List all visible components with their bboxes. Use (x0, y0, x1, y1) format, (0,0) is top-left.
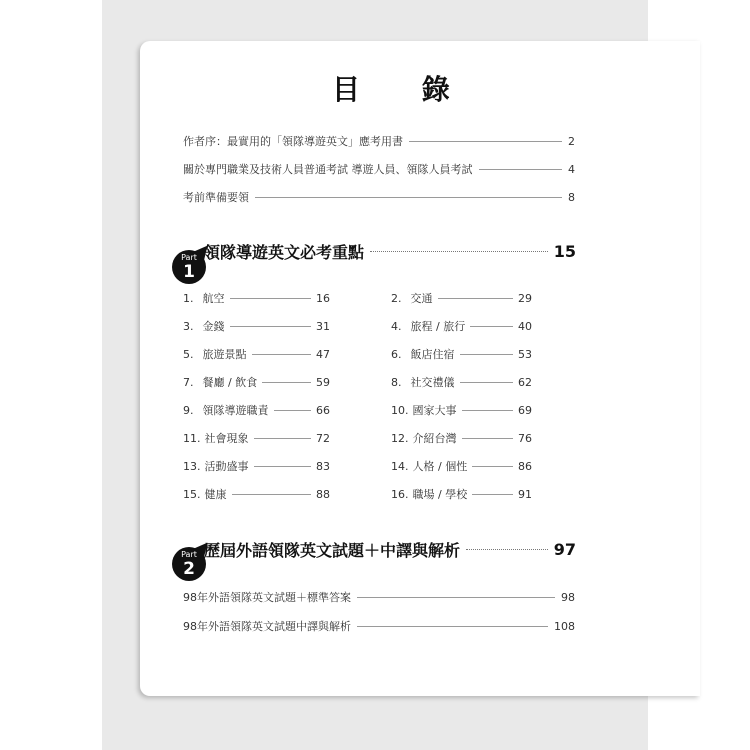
item-number: 1. (183, 291, 194, 305)
toc-item[interactable] (391, 430, 532, 446)
item-label: 航空 (202, 292, 225, 305)
item-page: 69 (518, 403, 532, 417)
leader-line (438, 298, 514, 299)
item-number: 14. (391, 459, 409, 473)
part-word: Part (181, 253, 197, 262)
leader-line (460, 382, 514, 383)
item-label: 旅程 / 旅行 (410, 320, 466, 333)
part-number: 2 (183, 559, 195, 579)
toc-item[interactable] (391, 458, 532, 474)
item-page: 76 (518, 431, 532, 445)
item-number: 9. (183, 403, 194, 417)
leader-line (472, 494, 513, 495)
item-number: 13. (183, 459, 201, 473)
item-number: 10. (391, 403, 409, 417)
item-number: 6. (391, 347, 402, 361)
leader-line (255, 197, 562, 198)
toc-item[interactable] (183, 402, 330, 418)
toc-item[interactable] (391, 374, 532, 390)
item-number: 16. (391, 487, 409, 501)
item-page: 29 (518, 291, 532, 305)
part-number: 1 (183, 262, 195, 282)
leader-line (479, 169, 563, 170)
toc-item[interactable] (183, 486, 330, 502)
toc-item[interactable] (391, 346, 532, 362)
leader-line (409, 141, 562, 142)
toc-entry-label: 98年外語領隊英文試題中譯與解析 (183, 620, 351, 633)
toc-entry-exam-prep[interactable] (183, 189, 575, 205)
leader-line (470, 326, 513, 327)
item-label: 交通 (410, 292, 433, 305)
part-2-heading[interactable] (204, 538, 576, 560)
item-number: 8. (391, 375, 402, 389)
item-page: 66 (316, 403, 330, 417)
item-number: 4. (391, 319, 402, 333)
item-label: 活動盛事 (204, 460, 249, 473)
toc-item[interactable] (391, 290, 532, 306)
toc-entry-preface[interactable] (183, 133, 575, 149)
toc-entry-label: 98年外語領隊英文試題＋標準答案 (183, 591, 351, 604)
toc-entry-label: 關於專門職業及技術人員普通考試 導遊人員、領隊人員考試 (183, 163, 473, 176)
leader-line (230, 326, 312, 327)
leader-line (370, 251, 548, 252)
part-1-badge (172, 250, 206, 284)
item-label: 職場 / 學校 (412, 488, 468, 501)
item-number: 12. (391, 431, 409, 445)
item-label: 餐廳 / 飲食 (202, 376, 258, 389)
item-label: 領隊導遊職責 (202, 404, 269, 417)
toc-entry-page: 8 (568, 190, 575, 204)
item-number: 15. (183, 487, 201, 501)
item-page: 72 (316, 431, 330, 445)
item-page: 86 (518, 459, 532, 473)
item-label: 人格 / 個性 (412, 460, 468, 473)
leader-line (357, 597, 555, 598)
toc-item[interactable] (183, 318, 330, 334)
item-number: 5. (183, 347, 194, 361)
part-1-heading[interactable] (204, 240, 576, 262)
item-page: 62 (518, 375, 532, 389)
part-title: 領隊導遊英文必考重點 (204, 242, 365, 262)
toc-entry-98-exam[interactable] (183, 589, 575, 605)
leader-line (232, 494, 312, 495)
item-label: 社交禮儀 (410, 376, 455, 389)
toc-entry-label: 考前準備要領 (183, 191, 249, 204)
part-word: Part (181, 550, 197, 559)
item-page: 40 (518, 319, 532, 333)
item-page: 83 (316, 459, 330, 473)
part-2-badge (172, 547, 206, 581)
toc-item[interactable] (183, 374, 330, 390)
item-page: 91 (518, 487, 532, 501)
item-number: 2. (391, 291, 402, 305)
item-label: 旅遊景點 (202, 348, 247, 361)
part-page: 97 (553, 539, 576, 559)
item-page: 88 (316, 487, 330, 501)
page-title: 目 錄 (332, 73, 476, 106)
item-page: 59 (316, 375, 330, 389)
item-number: 7. (183, 375, 194, 389)
toc-item[interactable] (391, 486, 532, 502)
item-label: 金錢 (202, 320, 225, 333)
leader-line (230, 298, 312, 299)
leader-line (357, 626, 548, 627)
item-label: 社會現象 (204, 432, 249, 445)
leader-line (254, 466, 312, 467)
item-label: 介紹台灣 (412, 432, 457, 445)
toc-item[interactable] (391, 402, 532, 418)
item-page: 31 (316, 319, 330, 333)
toc-entry-label: 作者序：最實用的「領隊導遊英文」應考用書 (183, 135, 403, 148)
toc-entry-page: 108 (554, 619, 575, 633)
toc-item[interactable] (183, 458, 330, 474)
item-number: 11. (183, 431, 201, 445)
toc-entry-page: 2 (568, 134, 575, 148)
toc-entry-exam-info[interactable] (183, 161, 575, 177)
leader-line (466, 549, 548, 550)
item-page: 16 (316, 291, 330, 305)
leader-line (472, 466, 513, 467)
toc-entry-page: 98 (561, 590, 575, 604)
item-number: 3. (183, 319, 194, 333)
toc-item[interactable] (391, 318, 532, 334)
leader-line (254, 438, 312, 439)
item-label: 國家大事 (412, 404, 457, 417)
item-page: 53 (518, 347, 532, 361)
leader-line (262, 382, 311, 383)
leader-line (460, 354, 514, 355)
item-label: 飯店住宿 (410, 348, 455, 361)
part-page: 15 (553, 241, 576, 261)
item-label: 健康 (204, 488, 227, 501)
toc-item[interactable] (183, 430, 330, 446)
toc-entry-page: 4 (568, 162, 575, 176)
part-title: 歷屆外語領隊英文試題＋中譯與解析 (204, 540, 461, 560)
leader-line (462, 410, 514, 411)
toc-entry-98-translation[interactable] (183, 618, 575, 634)
leader-line (252, 354, 312, 355)
toc-item[interactable] (183, 290, 330, 306)
leader-line (274, 410, 312, 411)
item-page: 47 (316, 347, 330, 361)
toc-item[interactable] (183, 346, 330, 362)
leader-line (462, 438, 514, 439)
